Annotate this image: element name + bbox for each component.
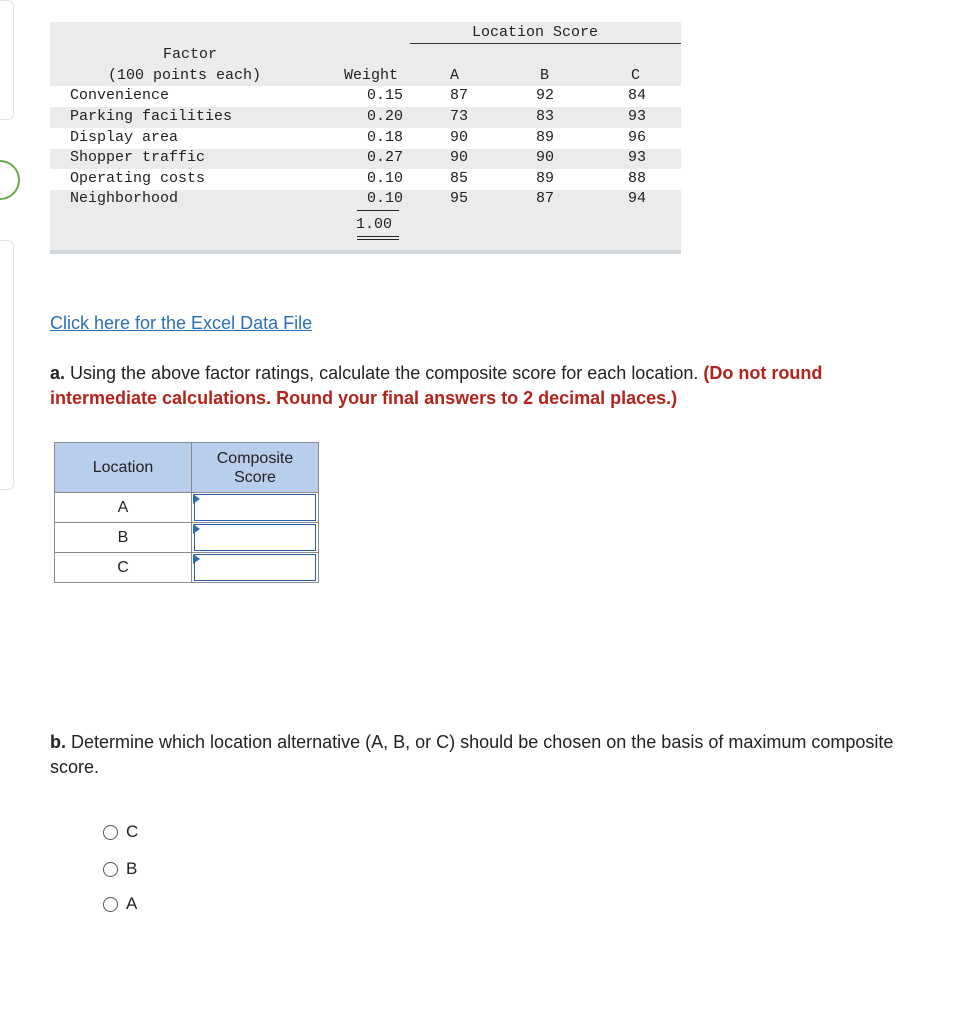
factor-row bbox=[50, 148, 681, 169]
input-marker-icon bbox=[193, 554, 200, 564]
factor-weight: 0.10 bbox=[366, 190, 403, 207]
total-double-rule bbox=[357, 236, 399, 237]
score-b: 90 bbox=[535, 149, 554, 166]
factor-weight: 0.27 bbox=[366, 149, 403, 166]
composite-column-header bbox=[192, 443, 319, 493]
score-a: 95 bbox=[449, 190, 468, 207]
radio-button[interactable] bbox=[103, 897, 118, 912]
sum-rule bbox=[357, 210, 399, 211]
factor-name: Parking facilities bbox=[70, 108, 233, 125]
side-panel-edge bbox=[0, 0, 14, 120]
factor-name: Convenience bbox=[70, 87, 170, 104]
radio-button[interactable] bbox=[103, 862, 118, 877]
location-label: B bbox=[55, 523, 192, 553]
table-row bbox=[55, 523, 319, 553]
factor-weight: 0.20 bbox=[366, 108, 403, 125]
option-a[interactable] bbox=[103, 894, 137, 914]
composite-score-input-a[interactable] bbox=[194, 494, 316, 521]
location-label: C bbox=[55, 553, 192, 583]
location-b-header: B bbox=[540, 67, 550, 84]
score-b: 89 bbox=[535, 129, 554, 146]
question-a-label: a. bbox=[50, 363, 66, 383]
option-label: B bbox=[126, 859, 138, 878]
factor-name: Operating costs bbox=[70, 170, 206, 187]
location-a-header: A bbox=[450, 67, 460, 84]
excel-data-link[interactable]: Click here for the Excel Data File bbox=[50, 313, 313, 333]
factor-name: Neighborhood bbox=[70, 190, 179, 207]
score-a: 90 bbox=[449, 149, 468, 166]
location-score-heading: Location Score bbox=[472, 24, 599, 41]
score-b: 92 bbox=[535, 87, 554, 104]
factor-weight: 0.18 bbox=[366, 129, 403, 146]
score-b: 87 bbox=[535, 190, 554, 207]
input-marker-icon bbox=[193, 494, 200, 504]
option-c[interactable] bbox=[103, 822, 138, 842]
question-b-text: Determine which location alternative (A, B, or C) should be chosen on the basis of maximum composite score. bbox=[50, 732, 894, 777]
composite-score-cell bbox=[192, 553, 319, 583]
score-b: 89 bbox=[535, 170, 554, 187]
factor-row bbox=[50, 189, 681, 210]
question-a bbox=[50, 361, 930, 411]
score-c: 93 bbox=[627, 149, 646, 166]
side-panel-edge bbox=[0, 240, 14, 490]
score-c: 94 bbox=[627, 190, 646, 207]
composite-score-input-c[interactable] bbox=[194, 554, 316, 581]
option-b[interactable] bbox=[103, 859, 137, 879]
question-b-label: b. bbox=[50, 732, 66, 752]
factor-weight: 0.15 bbox=[366, 87, 403, 104]
factor-row bbox=[50, 169, 681, 190]
heading-rule bbox=[410, 43, 681, 44]
score-c: 93 bbox=[627, 108, 646, 125]
composite-header-label: Composite Score bbox=[216, 449, 294, 486]
table-row bbox=[55, 553, 319, 583]
score-c: 88 bbox=[627, 170, 646, 187]
factor-weight: 0.10 bbox=[366, 170, 403, 187]
table-row bbox=[55, 493, 319, 523]
question-a-note: (Do not round intermediate calculations. Round your final answers to 2 decimal places.) bbox=[50, 363, 823, 408]
score-c: 96 bbox=[627, 129, 646, 146]
factor-name: Shopper traffic bbox=[70, 149, 206, 166]
composite-score-cell bbox=[192, 493, 319, 523]
score-b: 83 bbox=[535, 108, 554, 125]
score-c: 84 bbox=[627, 87, 646, 104]
composite-score-table bbox=[54, 442, 319, 583]
factor-name: Display area bbox=[70, 129, 179, 146]
table-divider bbox=[50, 250, 681, 254]
option-label: C bbox=[126, 822, 139, 841]
score-a: 87 bbox=[449, 87, 468, 104]
score-a: 73 bbox=[449, 108, 468, 125]
radio-button[interactable] bbox=[103, 825, 118, 840]
side-status-icon bbox=[0, 160, 20, 200]
location-column-header: Location bbox=[55, 443, 192, 493]
factor-row bbox=[50, 86, 681, 107]
factor-row bbox=[50, 107, 681, 128]
composite-score-cell bbox=[192, 523, 319, 553]
question-a-text: Using the above factor ratings, calculate the composite score for each location. bbox=[65, 363, 704, 383]
total-double-rule bbox=[357, 239, 399, 240]
composite-score-input-b[interactable] bbox=[194, 524, 316, 551]
input-marker-icon bbox=[193, 524, 200, 534]
factor-header: Factor bbox=[163, 46, 218, 63]
location-label: A bbox=[55, 493, 192, 523]
factor-header-subtitle: (100 points each) bbox=[108, 67, 262, 84]
weight-header: Weight bbox=[344, 67, 399, 84]
factor-row bbox=[50, 128, 681, 149]
option-label: A bbox=[126, 894, 138, 913]
total-weight: 1.00 bbox=[356, 216, 393, 233]
score-a: 90 bbox=[449, 129, 468, 146]
score-a: 85 bbox=[449, 170, 468, 187]
location-c-header: C bbox=[631, 67, 641, 84]
question-b bbox=[50, 730, 930, 780]
